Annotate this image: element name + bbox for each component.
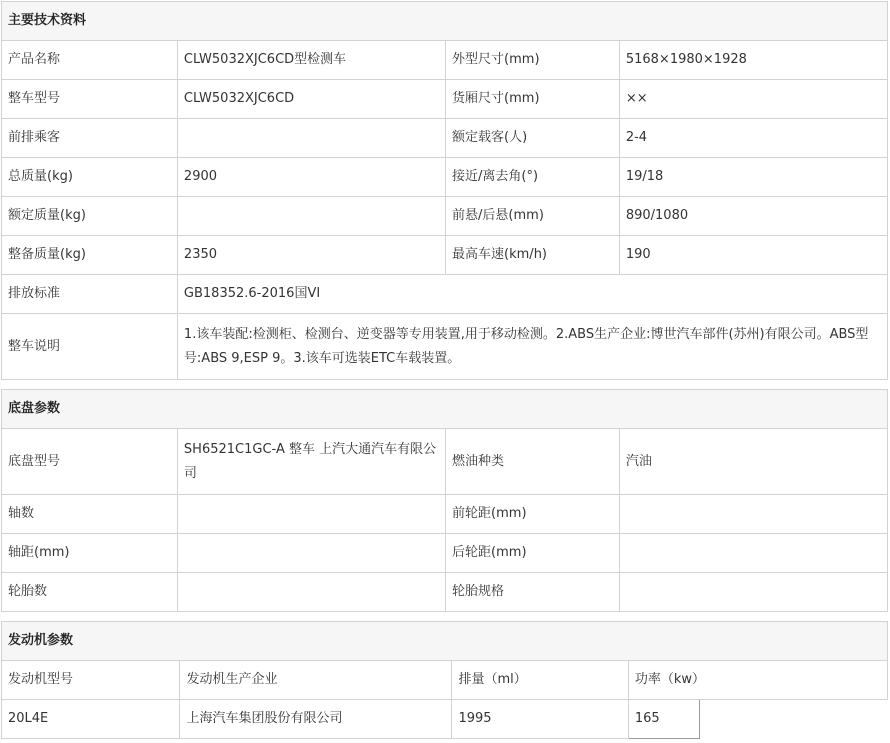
engine-header: 发动机型号	[2, 661, 180, 700]
spec-label: 额定质量(kg)	[2, 197, 178, 236]
spec-value: 汽油	[619, 429, 887, 495]
spec-label: 后轮距(mm)	[446, 534, 620, 573]
spec-value: 190	[619, 236, 887, 275]
table-row	[2, 314, 888, 380]
spec-label: 轴数	[2, 495, 178, 534]
section-title-chassis: 底盘参数	[2, 390, 888, 429]
table-row	[2, 700, 888, 739]
spec-value	[177, 573, 445, 612]
engine-value: 20L4E	[2, 700, 180, 739]
spec-value	[619, 573, 887, 612]
spec-value: 2350	[177, 236, 445, 275]
engine-value: 上海汽车集团股份有限公司	[180, 700, 452, 739]
table-row	[2, 197, 888, 236]
spec-label: 轮胎数	[2, 573, 178, 612]
spec-value: SH6521C1GC-A 整车 上汽大通汽车有限公司	[177, 429, 445, 495]
emission-label: 排放标准	[2, 275, 178, 314]
chassis-spec-table	[1, 389, 888, 612]
spec-value: ××	[619, 80, 887, 119]
spec-value	[177, 495, 445, 534]
table-row	[2, 534, 888, 573]
emission-value: GB18352.6-2016国VI	[177, 275, 887, 314]
engine-header: 功率（kw）	[628, 661, 887, 700]
spec-label: 接近/离去角(°)	[446, 158, 620, 197]
spec-value: 19/18	[619, 158, 887, 197]
table-row	[2, 158, 888, 197]
table-row	[2, 275, 888, 314]
spec-value: 2-4	[619, 119, 887, 158]
spec-label: 轴距(mm)	[2, 534, 178, 573]
description-label: 整车说明	[2, 314, 178, 380]
engine-spec-table	[1, 621, 888, 739]
table-row	[2, 429, 888, 495]
table-row	[2, 236, 888, 275]
spec-label: 轮胎规格	[446, 573, 620, 612]
spec-value: 890/1080	[619, 197, 887, 236]
table-row	[2, 573, 888, 612]
spec-label: 最高车速(km/h)	[446, 236, 620, 275]
spec-value	[619, 534, 887, 573]
spec-value	[177, 534, 445, 573]
main-spec-table	[1, 1, 888, 380]
spec-label: 货厢尺寸(mm)	[446, 80, 620, 119]
spec-value	[177, 119, 445, 158]
spec-label: 前悬/后悬(mm)	[446, 197, 620, 236]
spec-value: 5168×1980×1928	[619, 41, 887, 80]
section-title-main: 主要技术资料	[2, 2, 888, 41]
spec-label: 总质量(kg)	[2, 158, 178, 197]
table-row	[2, 119, 888, 158]
table-row	[2, 41, 888, 80]
spec-label: 底盘型号	[2, 429, 178, 495]
spec-value: CLW5032XJC6CD	[177, 80, 445, 119]
table-row	[2, 661, 888, 700]
engine-header: 发动机生产企业	[180, 661, 452, 700]
spec-label: 燃油种类	[446, 429, 620, 495]
engine-header: 排量（ml）	[452, 661, 628, 700]
spec-value: 2900	[177, 158, 445, 197]
engine-value: 165	[628, 700, 699, 739]
spec-label: 产品名称	[2, 41, 178, 80]
section-title-engine: 发动机参数	[2, 622, 888, 661]
description-value: 1.该车装配:检测柜、检测台、逆变器等专用装置,用于移动检测。2.ABS生产企业:博世汽车部件(苏州)有限公司。ABS型号:ABS 9,ESP 9。3.该车可选装ETC车载装置。	[177, 314, 887, 380]
table-row	[2, 80, 888, 119]
spec-value	[619, 495, 887, 534]
spec-value	[177, 197, 445, 236]
spec-label: 整车型号	[2, 80, 178, 119]
spec-label: 前排乘客	[2, 119, 178, 158]
engine-value: 1995	[452, 700, 628, 739]
spec-label: 外型尺寸(mm)	[446, 41, 620, 80]
spec-label: 前轮距(mm)	[446, 495, 620, 534]
spec-label: 整备质量(kg)	[2, 236, 178, 275]
table-row	[2, 495, 888, 534]
empty-cell	[699, 700, 887, 739]
spec-value: CLW5032XJC6CD型检测车	[177, 41, 445, 80]
spec-label: 额定载客(人)	[446, 119, 620, 158]
